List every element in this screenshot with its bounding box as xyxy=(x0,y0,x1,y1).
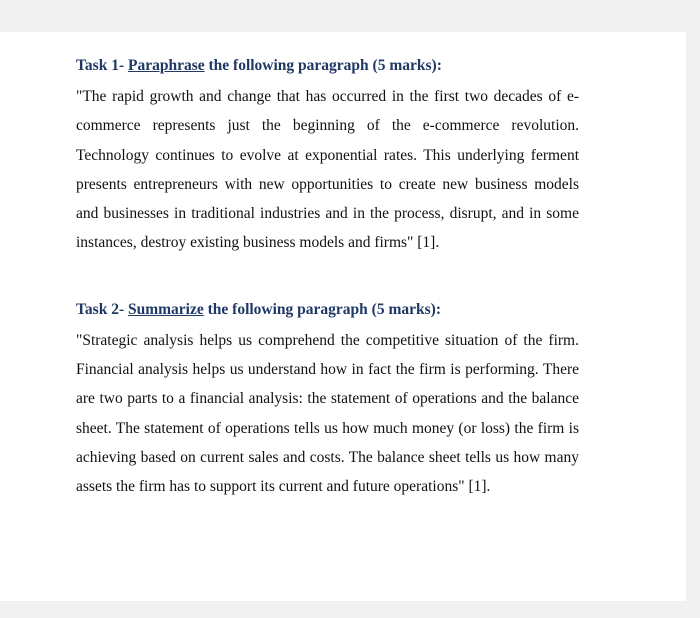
task1-verb: Paraphrase xyxy=(127,57,205,74)
task2-paragraph: "Strategic analysis helps us comprehend the competitive situation of the firm. Financial analysis helps us understand how in fact the firm is performing. There are two parts to a financial analysis: the statement of operations and the balance sheet. The statement of operations tells us how much money (or loss) the firm is achieving based on current sales and costs. The balance sheet tells us how many assets the firm has to support its current and future operations" [1]. xyxy=(76,331,579,496)
task1-heading xyxy=(76,56,579,76)
task1-label: Task 1- xyxy=(76,57,128,74)
task2-label: Task 2- xyxy=(76,300,128,318)
document-page xyxy=(0,32,686,601)
task2-heading-rest: the following paragraph (5 marks): xyxy=(203,300,441,318)
task1-paragraph: "The rapid growth and change that has occurred in the first two decades of e-commerce represents just the beginning of the e-commerce revolution. Technology continues to evolve at exponential rates. This underlying ferment presents entrepreneurs with new opportunities to create new business models and businesses in traditional industries and in the process, disrupt, and in some instances, destroy existing business models and firms" [1]. xyxy=(76,88,579,252)
document-content xyxy=(76,56,579,517)
task2-verb: Summarize xyxy=(127,300,204,318)
task1-heading-rest: the following paragraph (5 marks): xyxy=(204,57,442,74)
task2-heading xyxy=(76,300,579,320)
